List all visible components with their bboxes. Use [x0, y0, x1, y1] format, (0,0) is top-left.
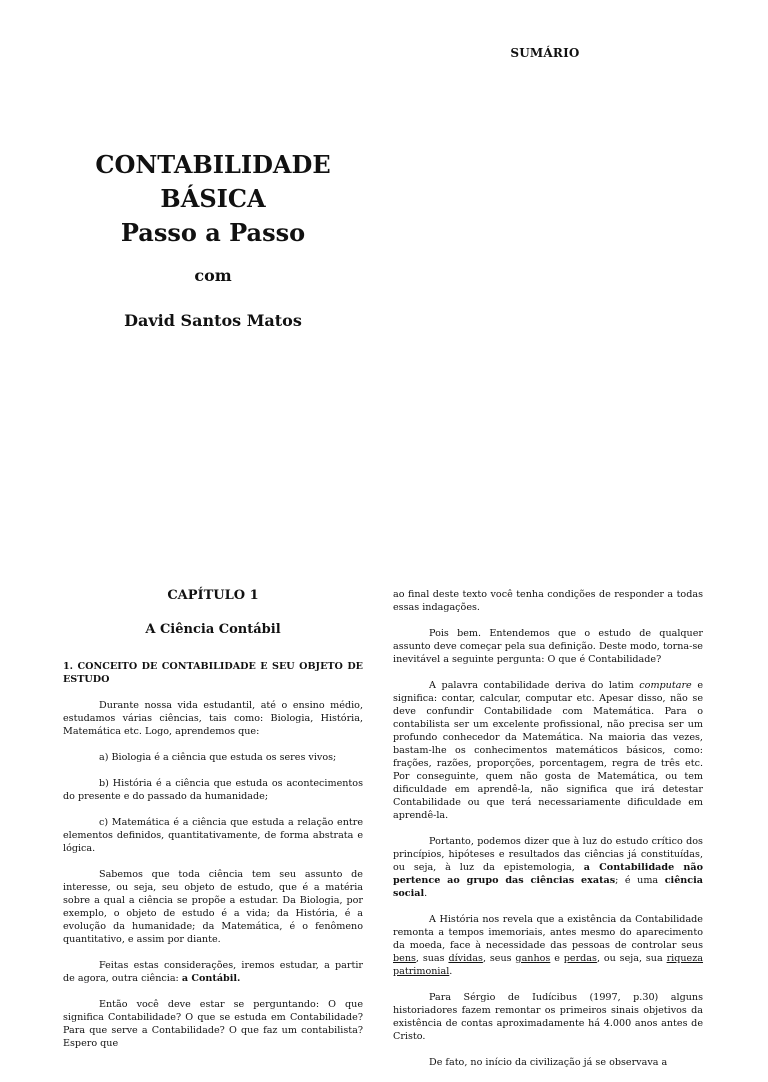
paragraph-italic-text: computare	[639, 680, 692, 691]
underlined-term: perdas	[563, 953, 597, 964]
sumario-link[interactable]: SUMÁRIO	[510, 46, 580, 60]
underlined-term: ganhos	[515, 953, 551, 964]
paragraph-text: .	[449, 966, 453, 977]
paragraph: a) Biologia é a ciência que estuda os seres vivos;	[99, 752, 337, 763]
underlined-term: dívidas	[448, 953, 483, 964]
paragraph	[393, 679, 703, 822]
paragraph-text: A palavra contabilidade deriva do latim	[429, 680, 640, 691]
paragraph-text: e significa: contar, calcular, computar etc. Apesar disso, não se deve confundir Contabilidade com Matemática. Para o contabilista ser um excelente profissional, não precisa ser um profundo conhecedor da Matemática. Na maioria das vezes, bastam-lhe os conhecimentos matemáticos básicos, como: frações, razões, proporções, porcentagem, regra de três etc. Por conseguinte, quem não gosta de Matemática, ou tem dificuldade em aprendê-la, não significa que irá detestar Contabilidade ou que terá necessariamente dificuldade em aprendê-la.	[393, 680, 703, 821]
right-column	[393, 588, 703, 1082]
paragraph: Durante nossa vida estudantil, até o ensino médio, estudamos várias ciências, tais como: Biologia, História, Matemática etc. Logo, aprendemos que:	[63, 700, 363, 737]
paragraph: Então você deve estar se perguntando: O que significa Contabilidade? O que se estuda em Contabilidade? Para que serve a Contabilidade? O que faz um contabilista? Espero que	[63, 999, 363, 1049]
paragraph: Pois bem. Entendemos que o estudo de qualquer assunto deve começar pela sua definição. Deste modo, torna-se inevitável a seguinte pergunta: O que é Contabilidade?	[393, 628, 703, 665]
paragraph-bold-text: ciência social	[393, 875, 703, 899]
left-column	[63, 586, 363, 1063]
paragraph	[393, 835, 703, 900]
paragraph	[393, 913, 703, 978]
paragraph-text: e	[550, 953, 564, 964]
book-title	[80, 148, 346, 250]
paragraph: Para Sérgio de Iudícibus (1997, p.30) alguns historiadores fazem remontar os primeiros sinais objetivos da existência de contas aproximadamente há 4.000 anos antes de Cristo.	[393, 992, 703, 1042]
title-line-1: CONTABILIDADE	[95, 150, 331, 179]
paragraph-bold-text: a Contabilidade não pertence ao grupo das ciências exatas	[393, 862, 703, 886]
paragraph	[63, 959, 363, 985]
paragraph-text: .	[424, 888, 428, 899]
paragraph-text: , suas	[415, 953, 449, 964]
chapter-number: CAPÍTULO 1	[167, 588, 259, 603]
paragraph-text: , ou seja, sua	[596, 953, 667, 964]
with-label: com	[194, 266, 232, 285]
paragraph: b) História é a ciência que estuda os acontecimentos do presente e do passado da humanidade;	[63, 778, 363, 802]
title-line-3: Passo a Passo	[120, 218, 306, 247]
paragraph: c) Matemática é a ciência que estuda a relação entre elementos definidos, quantitativamente, de forma abstrata e lógica.	[63, 817, 363, 854]
author-name: David Santos Matos	[124, 311, 302, 330]
paragraph: De fato, no início da civilização já se observava a	[429, 1057, 668, 1068]
title-line-2: BÁSICA	[160, 184, 266, 213]
paragraph-text: Portanto, podemos dizer que à luz do estudo crítico dos princípios, hipóteses e resultados das ciências já constituídas, ou seja, à luz da epistemologia,	[393, 836, 703, 873]
paragraph-text: A História nos revela que a existência da Contabilidade remonta a tempos imemoriais, antes mesmo do aparecimento da moeda, face à necessidade das pessoas de controlar seus	[393, 914, 703, 951]
underlined-term: bens	[393, 953, 416, 964]
paragraph-text: , seus	[482, 953, 516, 964]
section-heading: 1. CONCEITO DE CONTABILIDADE E SEU OBJETO DE ESTUDO	[63, 661, 363, 685]
paragraph-bold-text: a Contábil.	[181, 973, 241, 984]
underlined-term: riqueza patrimonial	[393, 953, 704, 977]
chapter-title: A Ciência Contábil	[145, 622, 281, 637]
paragraph-text: ; é uma	[615, 875, 665, 886]
paragraph: Sabemos que toda ciência tem seu assunto de interesse, ou seja, seu objeto de estudo, que é a matéria sobre a qual a ciência se propõe a estudar. Da Biologia, por exemplo, o objeto de estudo é a vida; da História, é a evolução da humanidade; da Matemática, é o fenômeno quantitativo, e assim por diante.	[63, 869, 363, 945]
paragraph-text: Feitas estas considerações, iremos estudar, a partir de agora, outra ciência:	[63, 960, 363, 984]
paragraph: ao final deste texto você tenha condições de responder a todas essas indagações.	[393, 589, 703, 613]
